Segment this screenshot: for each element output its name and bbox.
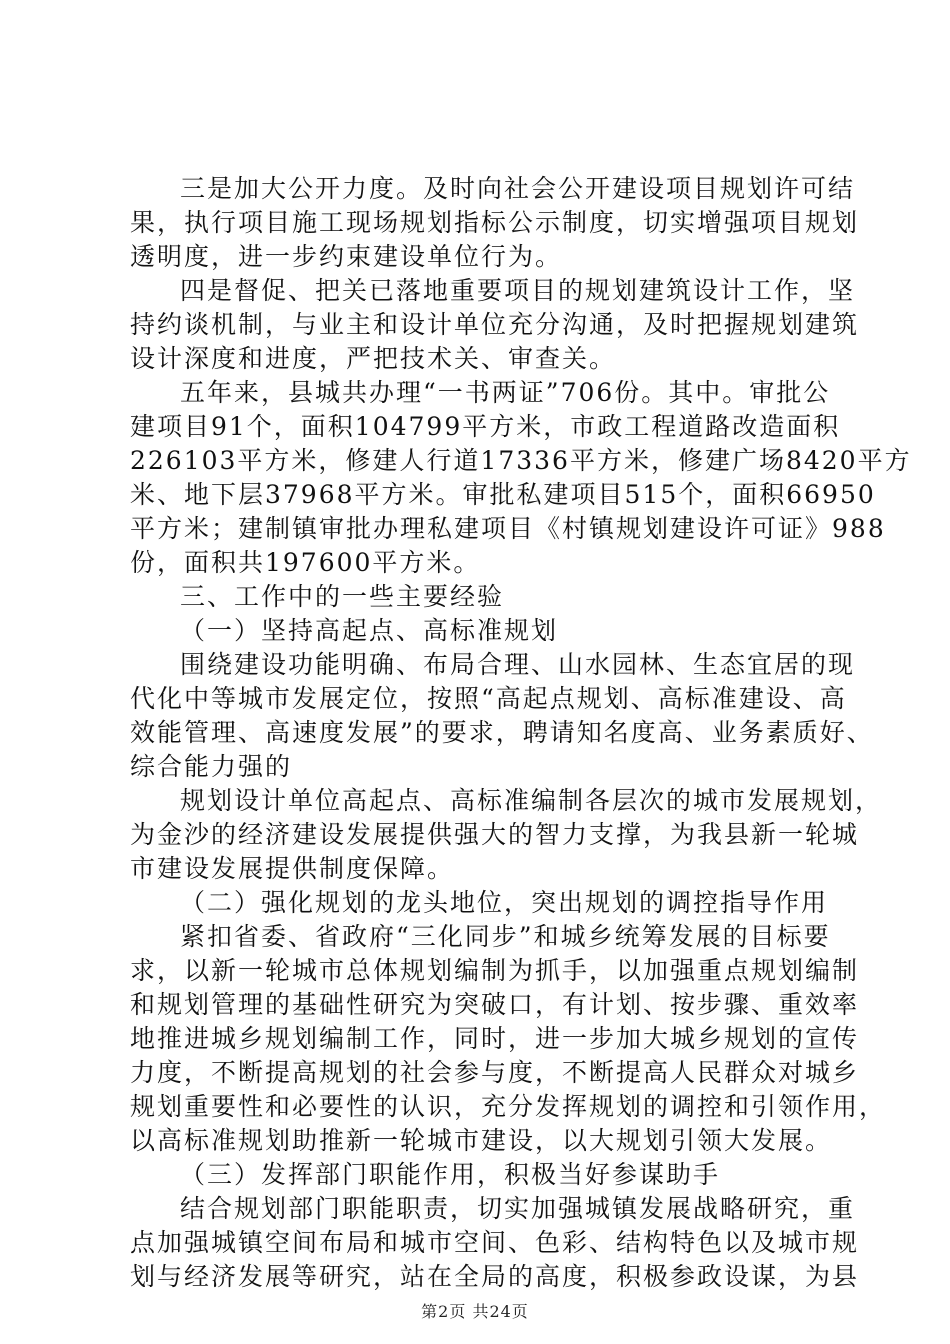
text-line: 划与经济发展等研究，站在全局的高度，积极参政设谋，为县 (130, 1262, 860, 1291)
text-line: 市建设发展提供制度保障。 (130, 854, 455, 883)
text-line: 代化中等城市发展定位，按照“高起点规划、高标准建设、高 (130, 684, 847, 713)
text-line: 地推进城乡规划编制工作，同时，进一步加大城乡规划的宣传 (130, 1024, 860, 1053)
text-line: 综合能力强的 (130, 752, 293, 781)
text-line: 紧扣省委、省政府“三化同步”和城乡统筹发展的目标要 (180, 922, 831, 951)
text-line: 设计深度和进度，严把技术关、审查关。 (130, 344, 617, 373)
text-line: 和规划管理的基础性研究为突破口，有计划、按步骤、重效率 (130, 990, 860, 1019)
text-line: 结合规划部门职能职责，切实加强城镇发展战略研究，重 (180, 1194, 856, 1223)
text-line: 效能管理、高速度发展”的要求，聘请知名度高、业务素质好、 (130, 718, 874, 747)
page-number-footer: 第2页 共24页 (421, 1302, 529, 1321)
text-line: 为金沙的经济建设发展提供强大的智力支撑，为我县新一轮城 (130, 820, 860, 849)
text-line: 份，面积共197600平方米。 (130, 548, 481, 577)
text-line: 三是加大公开力度。及时向社会公开建设项目规划许可结 (180, 174, 856, 203)
text-line: 规划设计单位高起点、高标准编制各层次的城市发展规划， (180, 786, 883, 815)
text-line: 米、地下层37968平方米。审批私建项目515个，面积66950 (130, 480, 876, 509)
text-line: 以高标准规划助推新一轮城市建设，以大规划引领大发展。 (130, 1126, 833, 1155)
text-line: 求，以新一轮城市总体规划编制为抓手，以加强重点规划编制 (130, 956, 860, 985)
text-line: 持约谈机制，与业主和设计单位充分沟通，及时把握规划建筑 (130, 310, 860, 339)
text-line: 点加强城镇空间布局和城市空间、色彩、结构特色以及城市规 (130, 1228, 860, 1257)
subsection-heading: （一）坚持高起点、高标准规划 (180, 616, 559, 645)
text-line: 四是督促、把关已落地重要项目的规划建筑设计工作，坚 (180, 276, 856, 305)
text-line: 建项目91个，面积104799平方米，市政工程道路改造面积 (130, 412, 841, 441)
text-line: 果，执行项目施工现场规划指标公示制度，切实增强项目规划 (130, 208, 860, 237)
text-line: 透明度，进一步约束建设单位行为。 (130, 242, 563, 271)
text-line: 围绕建设功能明确、布局合理、山水园林、生态宜居的现 (180, 650, 856, 679)
text-line: 226103平方米，修建人行道17336平方米，修建广场8420平方 (130, 446, 912, 475)
text-line: 力度，不断提高规划的社会参与度，不断提高人民群众对城乡 (130, 1058, 860, 1087)
text-line: 规划重要性和必要性的认识，充分发挥规划的调控和引领作用， (130, 1092, 887, 1121)
subsection-heading: （三）发挥部门职能作用，积极当好参谋助手 (180, 1160, 721, 1189)
text-line: 平方米；建制镇审批办理私建项目《村镇规划建设许可证》988 (130, 514, 886, 543)
section-heading: 三、工作中的一些主要经验 (180, 582, 505, 611)
text-line: 五年来，县城共办理“一书两证”706份。其中。审批公 (180, 378, 831, 407)
subsection-heading: （二）强化规划的龙头地位，突出规划的调控指导作用 (180, 888, 829, 917)
